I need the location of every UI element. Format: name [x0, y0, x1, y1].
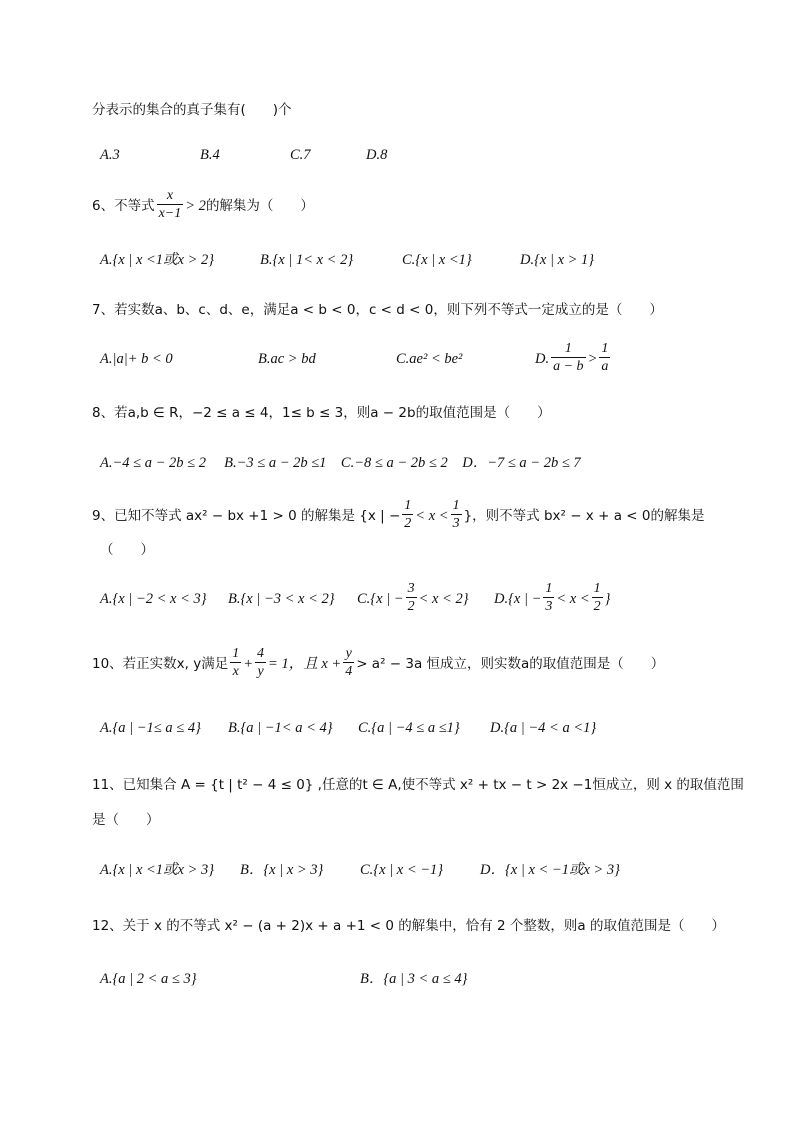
q7-option-d: D. $\frac{1}{a - b}$ > $\frac{1}{a}$	[535, 341, 609, 375]
q10-option-d: D.{a | −4 < a <1}	[490, 720, 597, 736]
q11-stem-cont: 是（ ）	[92, 812, 160, 828]
q6-option-b: B.{x | 1< x < 2}	[260, 252, 354, 268]
q6-option-d: D.{x | x > 1}	[520, 252, 595, 268]
q5-option-a: A.3	[100, 147, 120, 163]
q10-stem: 10、若正实数x, y满足 $\frac{1}{x}$ + $\frac{4}{y}$ = 1，且 x + $\frac{y}{4}$ > a² − 3a 恒成立，则实数a的取值范围是（ ）	[92, 646, 665, 679]
q12-option-a: A.{a | 2 < a ≤ 3}	[100, 971, 197, 987]
q5-stem: 分表示的集合的真子集有( )个	[92, 102, 292, 118]
q11-option-d: D．{x | x < −1或x > 3}	[480, 862, 620, 878]
q9-option-d: D.{x | − $\frac{1}{3}$ < x < $\frac{1}{2}$ }	[494, 581, 611, 615]
q5-option-b: B.4	[200, 147, 220, 163]
q9-option-b: B.{x | −3 < x < 2}	[228, 591, 335, 607]
q10-option-c: C.{a | −4 ≤ a ≤1}	[358, 720, 460, 736]
q9-option-c: C.{x | − $\frac{3}{2}$ < x < 2}	[357, 581, 469, 615]
q11-option-c: C.{x | x < −1}	[360, 862, 444, 878]
q6-stem: 6、不等式 $\frac{x}{x-1}$ > 2的解集为（ ）	[92, 188, 314, 221]
q7-stem: 7、若实数a、b、c、d、e，满足a < b < 0，c < d < 0，则下列不等式一定成立的是（ ）	[92, 302, 663, 318]
q10-option-b: B.{a | −1< a < 4}	[228, 720, 333, 736]
q6-option-a: A.{x | x <1或x > 2}	[100, 252, 215, 268]
q11-stem: 11、已知集合 A = {t | t² − 4 ≤ 0} ,任意的t ∈ A,使不等式 x² + tx − t > 2x −1恒成立，则 x 的取值范围	[92, 777, 744, 793]
q7-option-c: C.ae² < be²	[396, 351, 463, 367]
q7-option-a: A.|a|+ b < 0	[100, 351, 173, 367]
q7-option-b: B.ac > bd	[258, 351, 316, 367]
q5-option-d: D.8	[366, 147, 388, 163]
q11-option-a: A.{x | x <1或x > 3}	[100, 862, 215, 878]
q6-option-c: C.{x | x <1}	[402, 252, 472, 268]
q11-option-b: B．{x | x > 3}	[240, 862, 324, 878]
q8-stem: 8、若a,b ∈ R，−2 ≤ a ≤ 4，1≤ b ≤ 3，则a − 2b的取值范围是（ ）	[92, 405, 551, 421]
q9-option-a: A.{x | −2 < x < 3}	[100, 591, 207, 607]
q10-option-a: A.{a | −1≤ a ≤ 4}	[100, 720, 201, 736]
q9-stem-cont: （ ）	[100, 542, 154, 558]
q5-option-c: C.7	[290, 147, 311, 163]
q9-stem: 9、已知不等式 ax² − bx +1 > 0 的解集是 {x | − $\frac{1}{2}$ < x < $\frac{1}{3}$ }，则不等式 bx² − x + a < 0的解集是	[92, 498, 705, 531]
q8-options: A.−4 ≤ a − 2b ≤ 2 B.−3 ≤ a − 2b ≤1 C.−8 ≤ a − 2b ≤ 2 D．−7 ≤ a − 2b ≤ 7	[100, 455, 581, 471]
q12-stem: 12、关于 x 的不等式 x² − (a + 2)x + a +1 < 0 的解集中，恰有 2 个整数，则a 的取值范围是（ ）	[92, 918, 725, 934]
q12-option-b: B．{a | 3 < a ≤ 4}	[360, 971, 468, 987]
